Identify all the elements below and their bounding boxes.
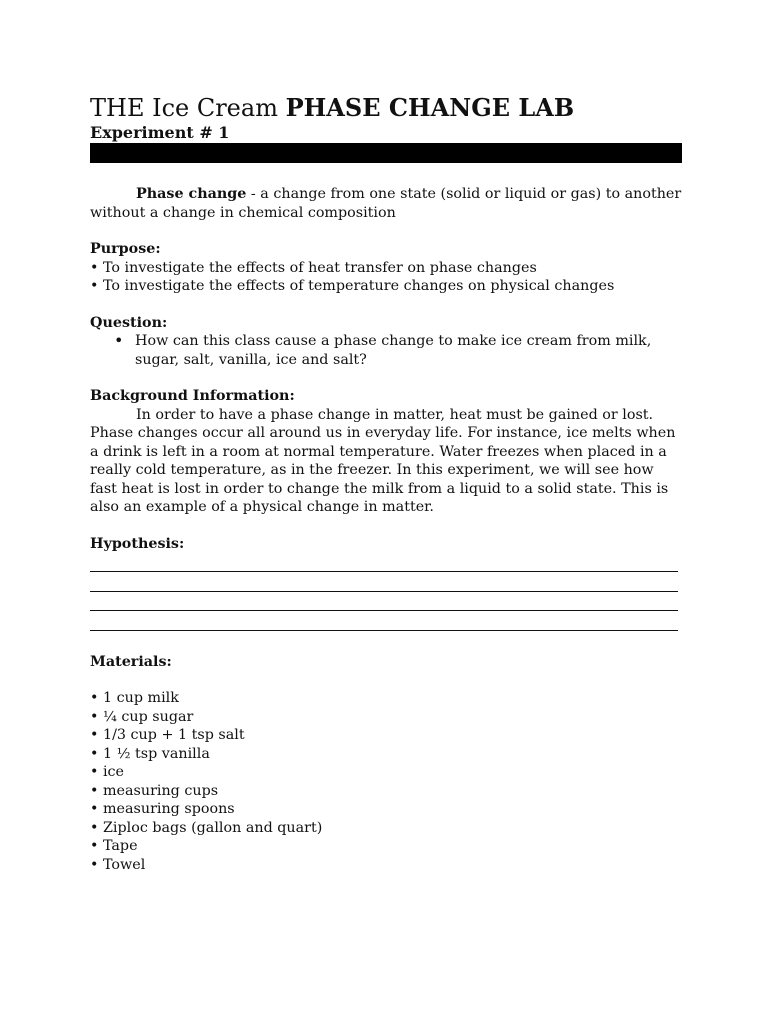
materials-item: • 1 ½ tsp vanilla xyxy=(90,745,210,762)
materials-list xyxy=(90,689,682,874)
purpose-item: • To investigate the effects of temperature changes on physical changes xyxy=(90,278,615,294)
materials-heading: Materials: xyxy=(90,653,172,670)
hypothesis-heading: Hypothesis: xyxy=(90,535,185,552)
hypothesis-answer-line[interactable] xyxy=(90,592,678,611)
background-paragraph: In order to have a phase change in matter, heat must be gained or lost. Phase changes occur all around us in everyday life. For instance, ice melts when a drink is left in a room at normal temperature. Water freezes when placed in a really cold temperature, as in the freezer. In this experiment, we will see how fast heat is lost in order to change the milk from a liquid to a solid state. This is also an example of a physical change in matter. xyxy=(90,406,676,515)
worksheet-page xyxy=(90,93,682,874)
hypothesis-answer-line[interactable] xyxy=(90,553,678,572)
materials-item: • Ziploc bags (gallon and quart) xyxy=(90,819,323,836)
header-divider-bar xyxy=(90,143,682,163)
materials-item: • ¼ cup sugar xyxy=(90,708,194,725)
materials-item: • Towel xyxy=(90,856,146,873)
materials-item: • 1 cup milk xyxy=(90,690,179,707)
question-item: • How can this class cause a phase change to make ice cream from milk, sugar, salt, vanilla, ice and salt? xyxy=(114,332,682,369)
definition-term: Phase change xyxy=(136,186,247,202)
purpose-list xyxy=(90,259,682,296)
purpose-item: • To investigate the effects of heat transfer on phase changes xyxy=(90,259,537,276)
purpose-heading: Purpose: xyxy=(90,241,161,257)
materials-item: • 1/3 cup + 1 tsp salt xyxy=(90,727,245,744)
hypothesis-answer-lines xyxy=(90,553,682,631)
experiment-number: Experiment # 1 xyxy=(90,123,230,142)
hypothesis-answer-line[interactable] xyxy=(90,572,678,591)
phase-change-definition xyxy=(90,185,682,222)
background-heading: Background Information: xyxy=(90,388,295,404)
materials-item: • measuring cups xyxy=(90,782,219,799)
definition-text: - a change from one state (solid or liquid or gas) to another without a change in chemical composition xyxy=(90,186,682,221)
title-bold: PHASE CHANGE LAB xyxy=(285,93,575,122)
question-heading: Question: xyxy=(90,314,168,331)
title-prefix: THE Ice Cream xyxy=(90,94,286,122)
document-title xyxy=(90,93,682,123)
materials-item: • ice xyxy=(90,764,125,781)
question-list xyxy=(90,332,682,369)
hypothesis-answer-line[interactable] xyxy=(90,611,678,630)
materials-item: • measuring spoons xyxy=(90,801,235,818)
materials-item: • Tape xyxy=(90,838,138,855)
